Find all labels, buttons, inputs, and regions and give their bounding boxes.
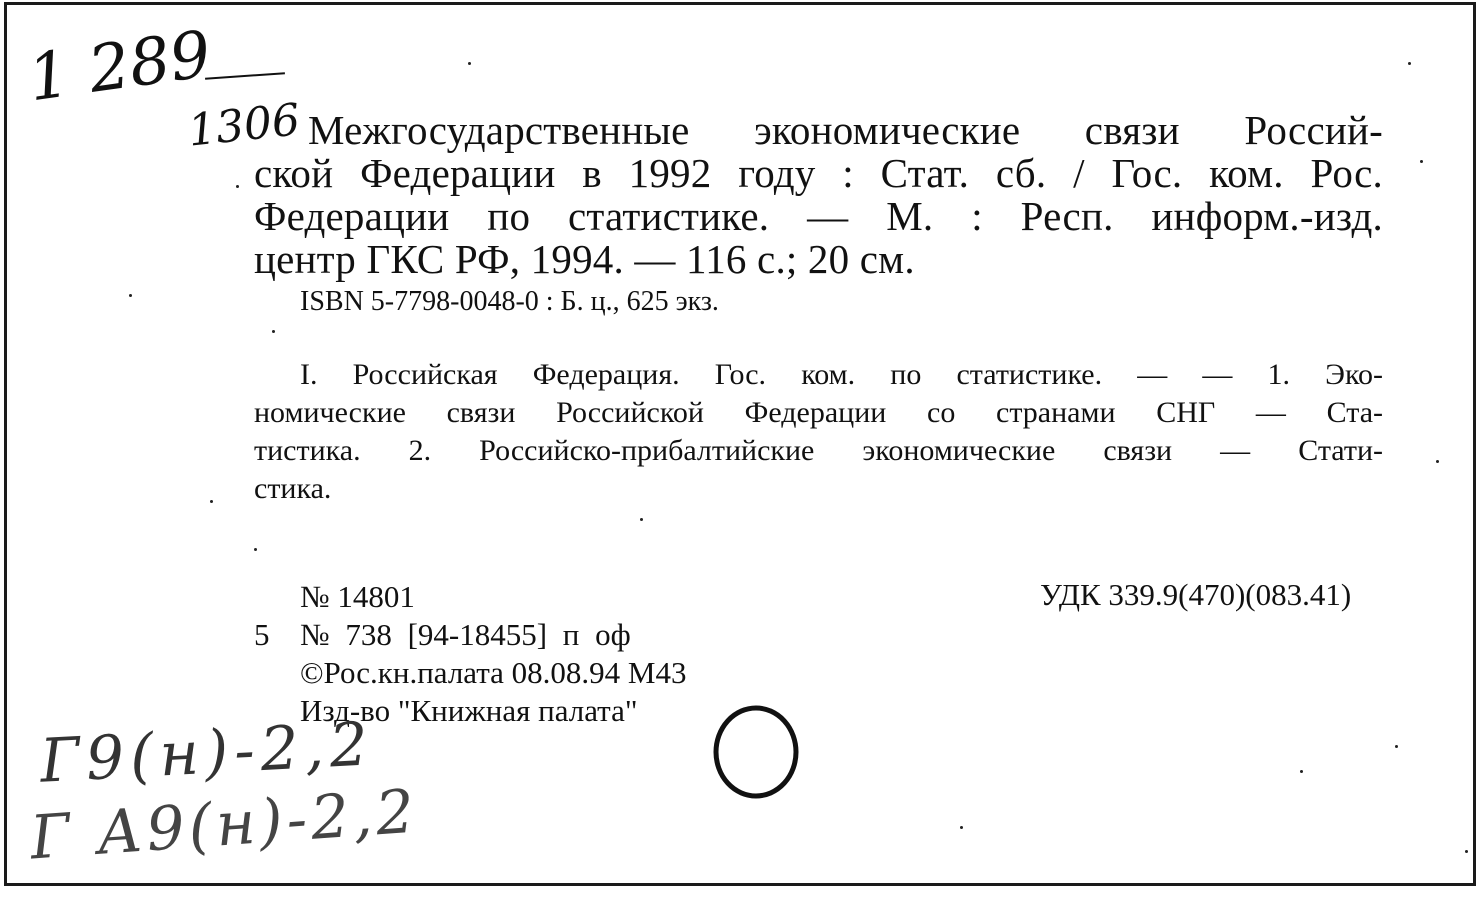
card-number: № 14801 bbox=[300, 579, 415, 614]
isbn-line: ISBN 5-7798-0048-0 : Б. ц., 625 экз. bbox=[300, 286, 719, 317]
title-line-2: ской Федерации в 1992 году : Стат. сб. / Гос. ком. Рос. bbox=[254, 150, 1383, 196]
scan-speck bbox=[1436, 460, 1439, 463]
copies-mark: 5 bbox=[254, 617, 270, 652]
scan-speck bbox=[129, 294, 132, 297]
scan-speck bbox=[1408, 62, 1411, 65]
title-line-4: центр ГКС РФ, 1994. — 116 с.; 20 см. bbox=[254, 236, 915, 282]
handwritten-shelf-mark-1: Г9(н)-2,2 bbox=[38, 709, 376, 797]
copyright-line: ©Рос.кн.палата 08.08.94 М43 bbox=[300, 655, 687, 690]
udc-code: УДК 339.9(470)(083.41) bbox=[1040, 577, 1352, 612]
scan-speck bbox=[236, 185, 239, 188]
title-line-1: Межгосударственные экономические связи Россий- bbox=[308, 107, 1383, 153]
subject-line-3: тистика. 2. Российско-прибалтийские экономические связи — Стати- bbox=[254, 434, 1383, 467]
handwritten-shelf-mark-2: Г А9(н)-2,2 bbox=[28, 776, 421, 874]
scan-speck bbox=[210, 500, 213, 503]
scan-speck bbox=[1420, 160, 1423, 163]
subject-line-2: номические связи Российской Федерации со странами СНГ — Ста- bbox=[254, 396, 1383, 429]
subject-line-1: I. Российская Федерация. Гос. ком. по статистике. — — 1. Эко- bbox=[300, 358, 1383, 391]
publisher-line: Изд-во "Книжная палата" bbox=[300, 693, 638, 728]
scan-speck bbox=[640, 518, 643, 521]
stamp-circle bbox=[708, 700, 808, 804]
scan-speck bbox=[1395, 745, 1398, 748]
scan-speck bbox=[960, 826, 963, 829]
scan-speck bbox=[468, 62, 471, 65]
title-line-3: Федерации по статистике. — М. : Респ. информ.-изд. bbox=[254, 193, 1383, 239]
handwritten-call-number-bottom: 1306 bbox=[185, 94, 303, 157]
subject-line-4: стика. bbox=[254, 472, 332, 505]
scan-speck bbox=[254, 548, 257, 551]
handwritten-call-number-top: 1 289 bbox=[23, 17, 216, 117]
scan-speck bbox=[1465, 850, 1468, 853]
scan-speck bbox=[272, 330, 275, 333]
scan-speck bbox=[1300, 770, 1303, 773]
order-line: № 738 [94-18455] п оф bbox=[300, 617, 631, 652]
